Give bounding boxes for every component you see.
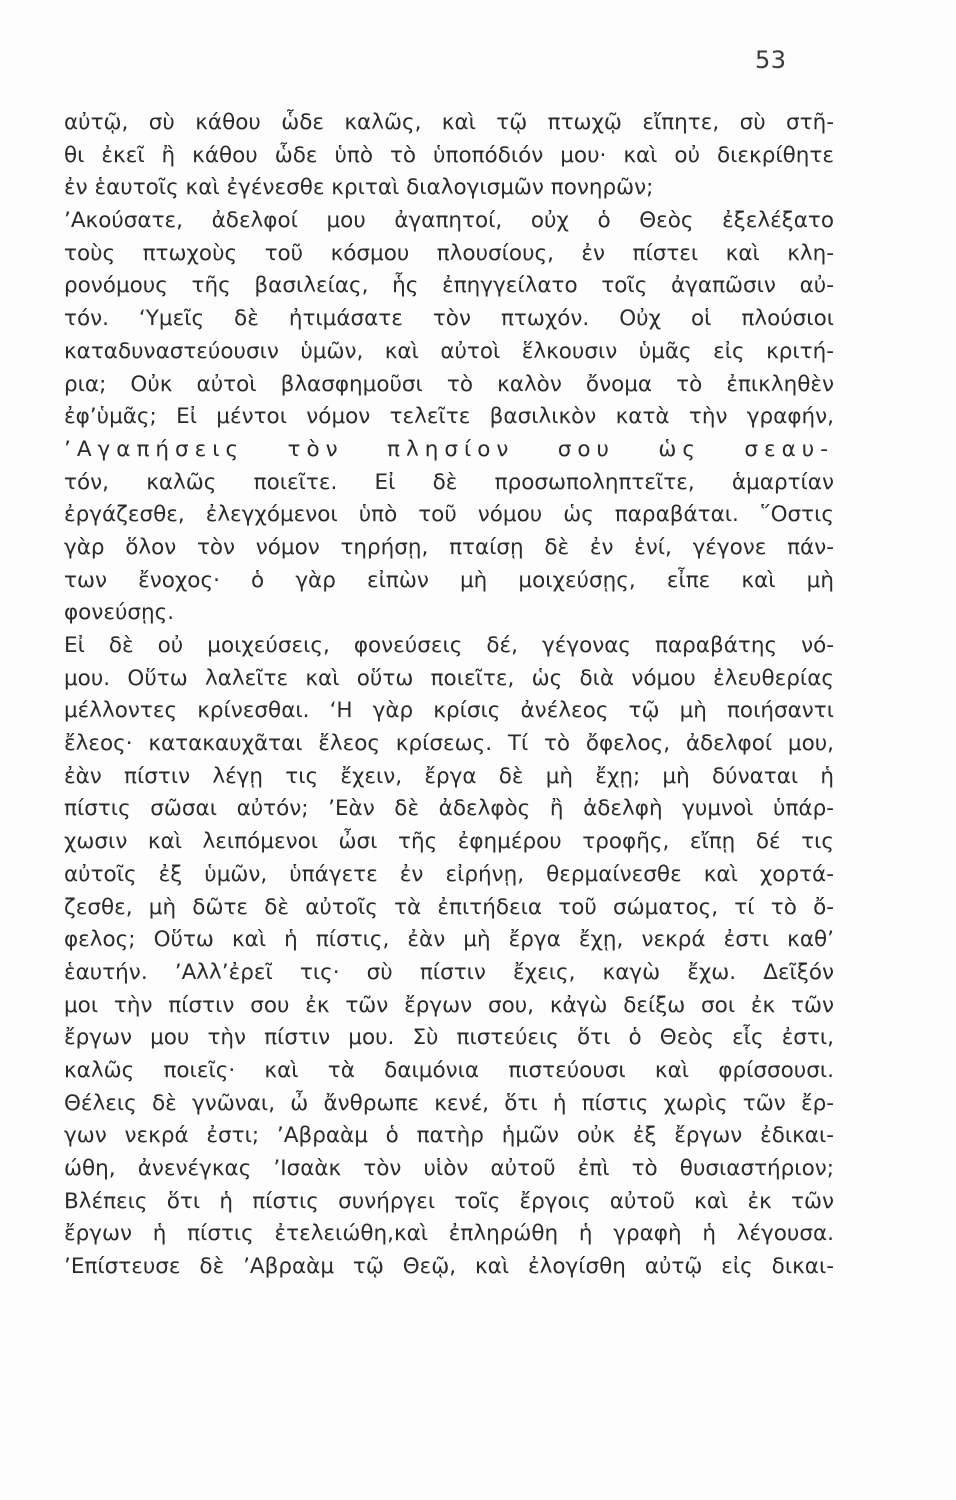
text-line: χωσιν καὶ λειπόμενοι ὦσι τῆς ἐφημέρου τροφῆς, εἴπῃ δέ τις	[64, 829, 834, 855]
text-line: ’Ακούσατε, ἀδελφοί μου ἀγαπητοί, οὐχ ὁ Θεὸς ἐξελέξατο	[64, 208, 834, 234]
text-line: Θέλεις δὲ γνῶναι, ὦ ἄνθρωπε κενέ, ὅτι ἡ πίστις χωρὶς τῶν ἔρ-	[64, 1090, 834, 1116]
text-line: ρονόμους τῆς βασιλείας, ἧς ἐπηγγείλατο τοῖς ἀγαπῶσιν αὐ-	[64, 273, 834, 299]
text-line: των ἔνοχος· ὁ γὰρ εἰπὼν μὴ μοιχεύσῃς, εἶπε καὶ μὴ	[64, 567, 834, 593]
text-line: τόν, καλῶς ποιεῖτε. Εἰ δὲ προσωποληπτεῖτε, ἁμαρτίαν	[64, 469, 834, 495]
text-line: ’Αγαπήσεις τὸν πλησίον σου ὡς σεαυ-	[64, 436, 834, 462]
text-line: πίστις σῶσαι αὐτόν; ’Εὰν δὲ ἀδελφὸς ἢ ἀδελφὴ γυμνοὶ ὑπάρ-	[64, 796, 834, 822]
text-line: γων νεκρά ἐστι; ’Αβραὰμ ὁ πατὴρ ἡμῶν οὐκ ἐξ ἔργων ἐδικαι-	[64, 1123, 834, 1149]
text-line: αὐτῷ, σὺ κάθου ὧδε καλῶς, καὶ τῷ πτωχῷ εἴπητε, σὺ στῆ-	[64, 110, 834, 135]
text-line: καλῶς ποιεῖς· καὶ τὰ δαιμόνια πιστεύουσι καὶ φρίσσουσι.	[64, 1057, 834, 1083]
text-line: ἔργων μου τὴν πίστιν μου. Σὺ πιστεύεις ὅτι ὁ Θεὸς εἷς ἐστι,	[64, 1025, 834, 1051]
text-line: μέλλοντες κρίνεσθαι. ‘Η γὰρ κρίσις ἀνέλεος τῷ μὴ ποιήσαντι	[64, 698, 834, 724]
text-line: τοὺς πτωχοὺς τοῦ κόσμου πλουσίους, ἐν πίστει καὶ κλη-	[64, 240, 834, 266]
text-line: ἔργων ἡ πίστις ἐτελειώθη,καὶ ἐπληρώθη ἡ γραφὴ ἡ λέγουσα.	[64, 1221, 834, 1247]
text-line: τόν. ‘Υμεῖς δὲ ἠτιμάσατε τὸν πτωχόν. Οὐχ οἱ πλούσιοι	[64, 306, 834, 332]
text-line: μου. Οὕτω λαλεῖτε καὶ οὕτω ποιεῖτε, ὡς διὰ νόμου ἐλευθερίας	[64, 665, 834, 691]
text-line: ἔλεος· κατακαυχᾶται ἔλεος κρίσεως. Τί τὸ ὄφελος, ἀδελφοί μου,	[64, 731, 834, 757]
text-line: ἑαυτήν. ’Αλλ’ἐρεῖ τις· σὺ πίστιν ἔχεις, καγὼ ἔχω. Δεῖξόν	[64, 959, 834, 985]
text-line: φελος; Οὕτω καὶ ἡ πίστις, ἐὰν μὴ ἔργα ἔχῃ, νεκρά ἐστι καθ’	[64, 927, 834, 953]
text-line: θι ἐκεῖ ἢ κάθου ὧδε ὑπὸ τὸ ὑποπόδιόν μου· καὶ οὐ διεκρίθητε	[64, 142, 834, 168]
body-text	[64, 107, 834, 1284]
text-line: ρια; Οὐκ αὐτοὶ βλασφημοῦσι τὸ καλὸν ὄνομα τὸ ἐπικληθὲν	[64, 371, 834, 397]
text-line: ἐργάζεσθε, ἐλεγχόμενοι ὑπὸ τοῦ νόμου ὡς παραβάται. ῞Οστις	[64, 502, 834, 528]
text-line: ζεσθε, μὴ δῶτε δὲ αὐτοῖς τὰ ἐπιτήδεια τοῦ σώματος, τί τὸ ὄ-	[64, 894, 834, 920]
text-line: ώθη, ἀνενέγκας ’Ισαὰκ τὸν υἱὸν αὐτοῦ ἐπὶ τὸ θυσιαστήριον;	[64, 1156, 834, 1181]
text-line: αὐτοῖς ἐξ ὑμῶν, ὑπάγετε ἐν εἰρήνῃ, θερμαίνεσθε καὶ χορτά-	[64, 861, 834, 887]
text-line: Βλέπεις ὅτι ἡ πίστις συνήργει τοῖς ἔργοις αὐτοῦ καὶ ἐκ τῶν	[64, 1188, 834, 1214]
text-line: ἐφ’ὑμᾶς; Εἰ μέντοι νόμον τελεῖτε βασιλικὸν κατὰ τὴν γραφήν,	[64, 404, 834, 430]
text-line: γὰρ ὅλον τὸν νόμον τηρήσῃ, πταίσῃ δὲ ἐν ἑνί, γέγονε πάν-	[64, 534, 834, 560]
text-line: μοι τὴν πίστιν σου ἐκ τῶν ἔργων σου, κἀγὼ δείξω σοι ἐκ τῶν	[64, 992, 834, 1018]
page-number: 53	[755, 46, 787, 74]
text-line: Εἰ δὲ οὐ μοιχεύσεις, φονεύσεις δέ, γέγονας παραβάτης νό-	[64, 633, 834, 658]
text-line: καταδυναστεύουσιν ὑμῶν, καὶ αὐτοὶ ἕλκουσιν ὑμᾶς εἰς κριτή-	[64, 338, 834, 364]
text-line: ἐν ἑαυτοῖς καὶ ἐγένεσθε κριταὶ διαλογισμῶν πονηρῶν;	[64, 175, 654, 201]
text-line: φονεύσῃς.	[64, 600, 175, 626]
text-line: ἐὰν πίστιν λέγῃ τις ἔχειν, ἔργα δὲ μὴ ἔχῃ; μὴ δύναται ἡ	[64, 763, 834, 789]
text-line: ’Επίστευσε δὲ ’Αβραὰμ τῷ Θεῷ, καὶ ἐλογίσθη αὐτῷ εἰς δικαι-	[64, 1254, 834, 1280]
